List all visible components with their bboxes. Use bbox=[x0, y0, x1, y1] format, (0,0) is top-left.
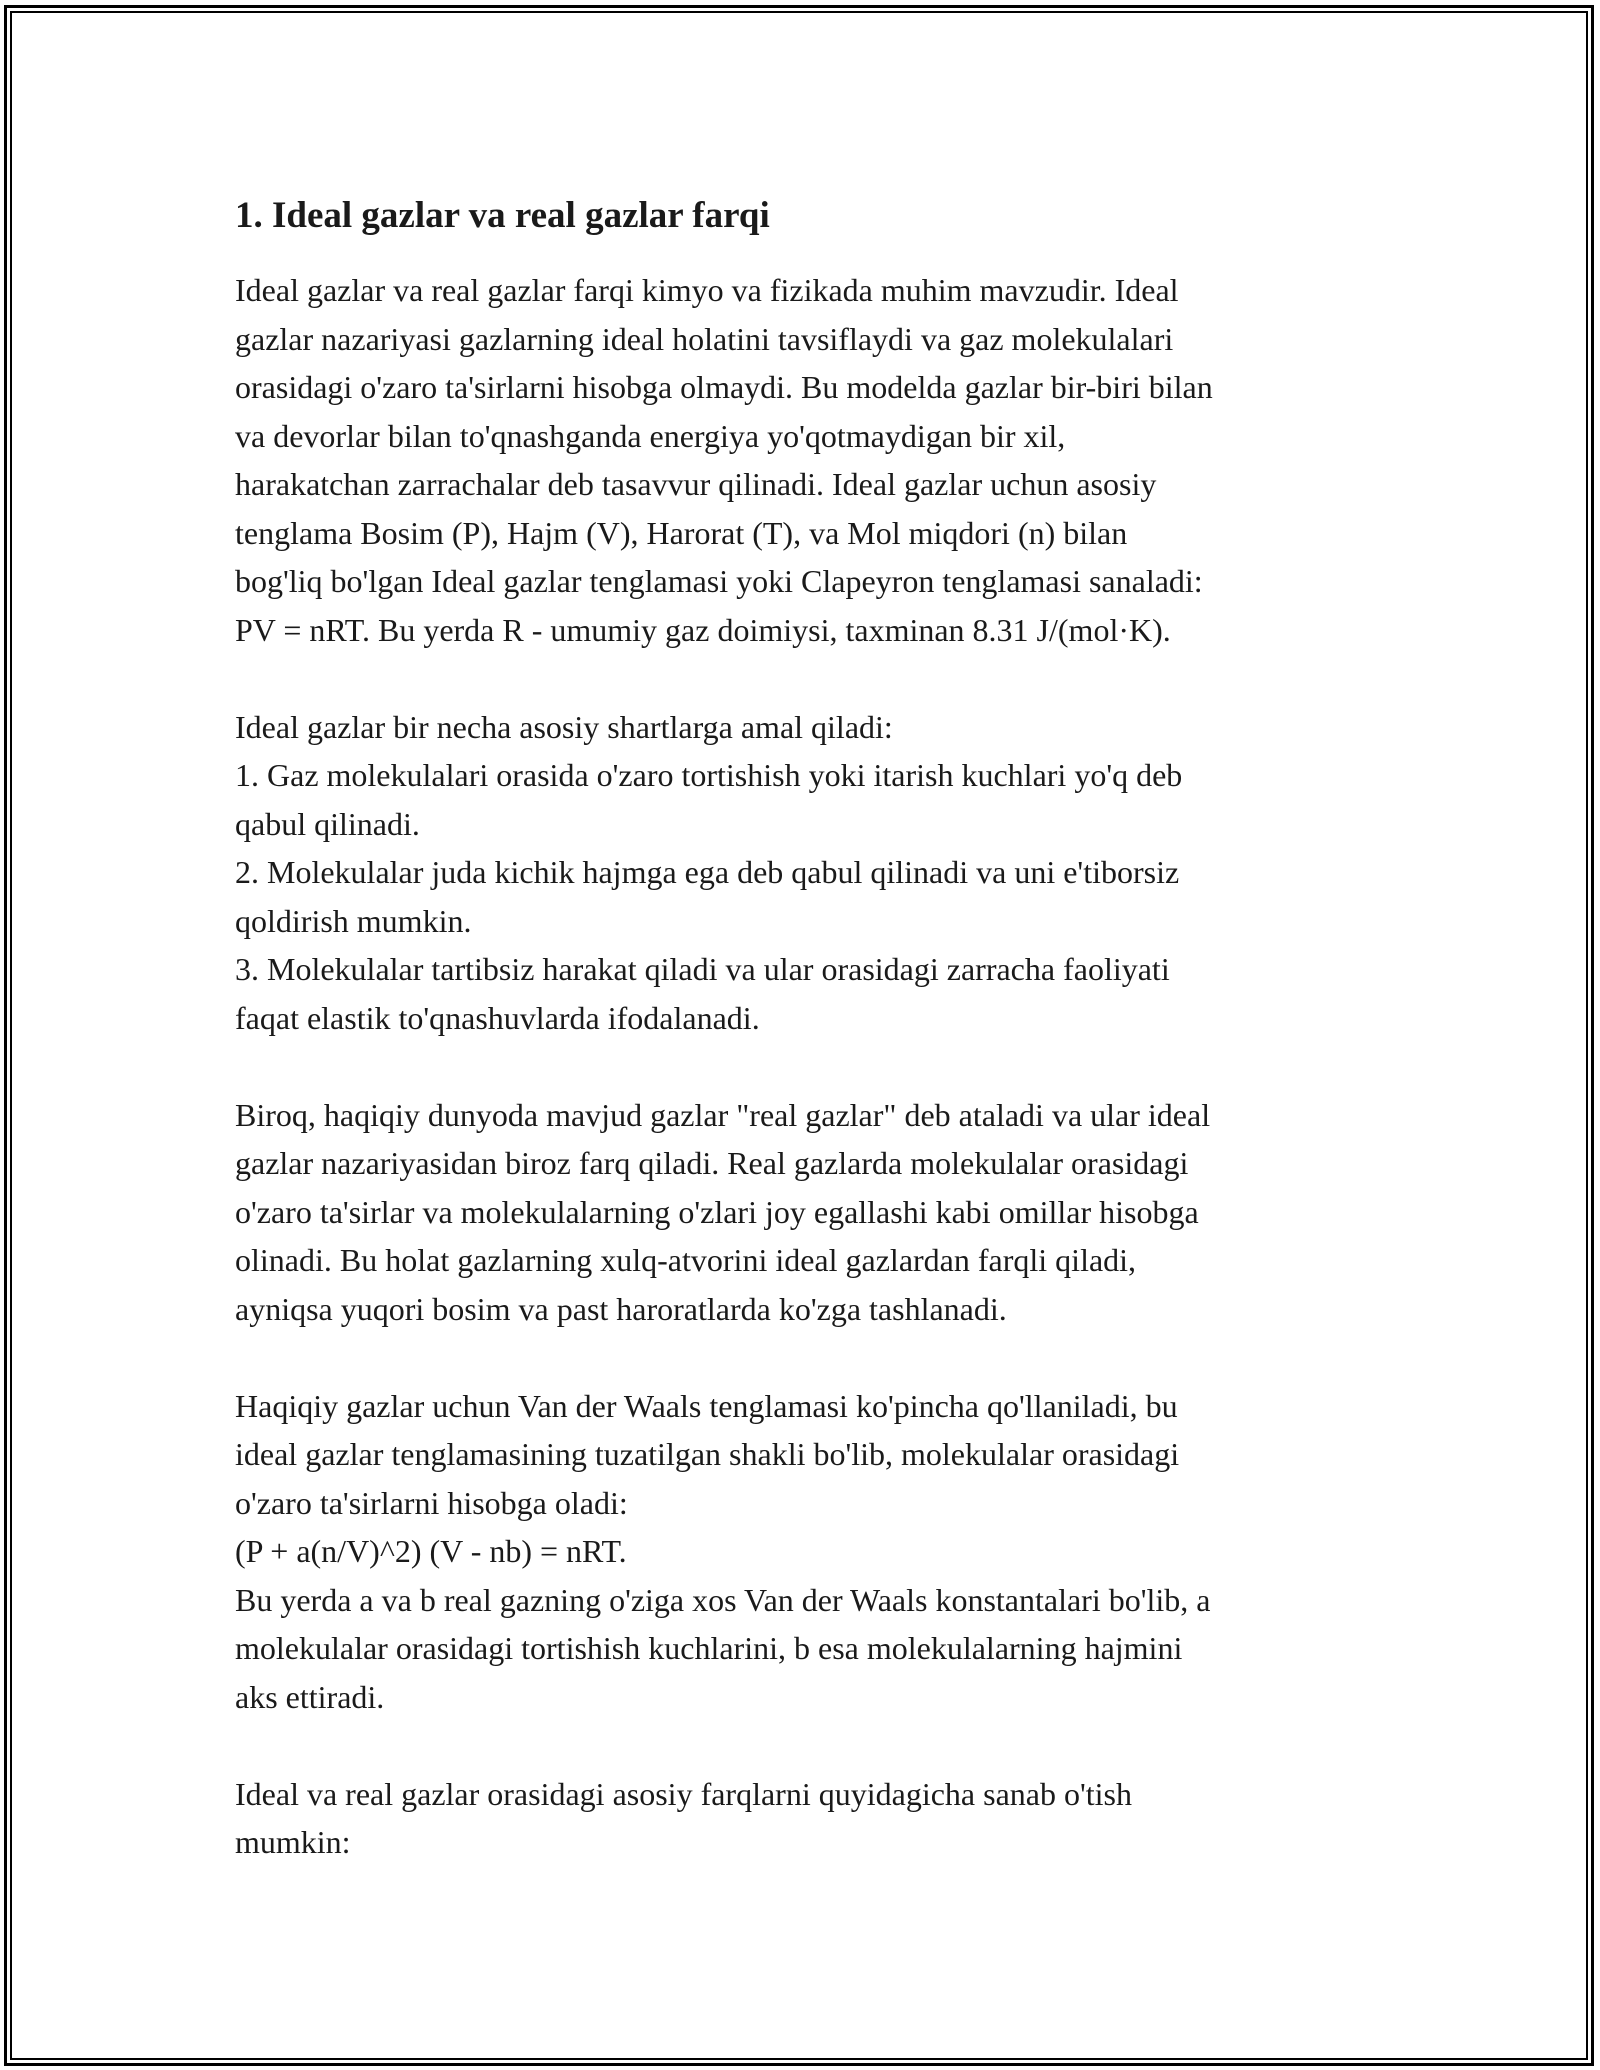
paragraph-differences-intro: Ideal va real gazlar orasidagi asosiy farqlarni quyidagicha sanab o'tish mumkin: bbox=[235, 1775, 1132, 1860]
paragraph-ideal-gas-conditions: Ideal gazlar bir necha asosiy shartlarga amal qiladi: 1. Gaz molekulalari orasida o'zaro tortishish yoki itarish kuchlari yo'q deb qabul qilinadi. 2. Molekulalar juda kichik hajmga ega deb qabul qilinadi va uni e'tiborsiz qoldirish mumkin. 3. Molekulalar tartibsiz harakat qiladi va ular orasidagi zarracha faoliyati faqat elastik to'qnashuvlarda ifodalanadi. bbox=[235, 708, 1183, 1036]
paragraph-real-gases: Biroq, haqiqiy dunyoda mavjud gazlar "real gazlar" deb ataladi va ular ideal gazlar nazariyasidan biroz farq qiladi. Real gazlarda molekulalar orasidagi o'zaro ta'sirlar va molekulalarning o'zlari joy egallashi kabi omillar hisobga olinadi. Bu holat gazlarning xulq-atvorini ideal gazlardan farqli qiladi, ayniqsa yuqori bosim va past haroratlarda ko'zga tashlanadi. bbox=[235, 1096, 1211, 1327]
paragraph-van-der-waals: Haqiqiy gazlar uchun Van der Waals tenglamasi ko'pincha qo'llaniladi, bu ideal gazlar tenglamasining tuzatilgan shakli bo'lib, molekulalar orasidagi o'zaro ta'sirlarni hisobga oladi: (P + a(n/V)^2) (V - nb) = nRT. Bu yerda a va b real gazning o'ziga xos Van der Waals konstantalari bo'lib, a molekulalar orasidagi tortishish kuchlarini, b esa molekulalarning hajmini aks ettiradi. bbox=[235, 1387, 1211, 1715]
document-body bbox=[235, 186, 1395, 1867]
section-heading: 1. Ideal gazlar va real gazlar farqi bbox=[235, 195, 770, 236]
paragraph-ideal-gas-intro: Ideal gazlar va real gazlar farqi kimyo va fizikada muhim mavzudir. Ideal gazlar nazariyasi gazlarning ideal holatini tavsiflaydi va gaz molekulalari orasidagi o'zaro ta'sirlarni hisobga olmaydi. Bu modelda gazlar bir-biri bilan va devorlar bilan to'qnashganda energiya yo'qotmaydigan bir xil, harakatchan zarrachalar deb tasavvur qilinadi. Ideal gazlar uchun asosiy tenglama Bosim (P), Hajm (V), Harorat (T), va Mol miqdori (n) bilan bog'liq bo'lgan Ideal gazlar tenglamasi yoki Clapeyron tenglamasi sanaladi: PV = nRT. Bu yerda R - umumiy gaz doimiysi, taxminan 8.31 J/(mol·K). bbox=[235, 272, 1213, 648]
